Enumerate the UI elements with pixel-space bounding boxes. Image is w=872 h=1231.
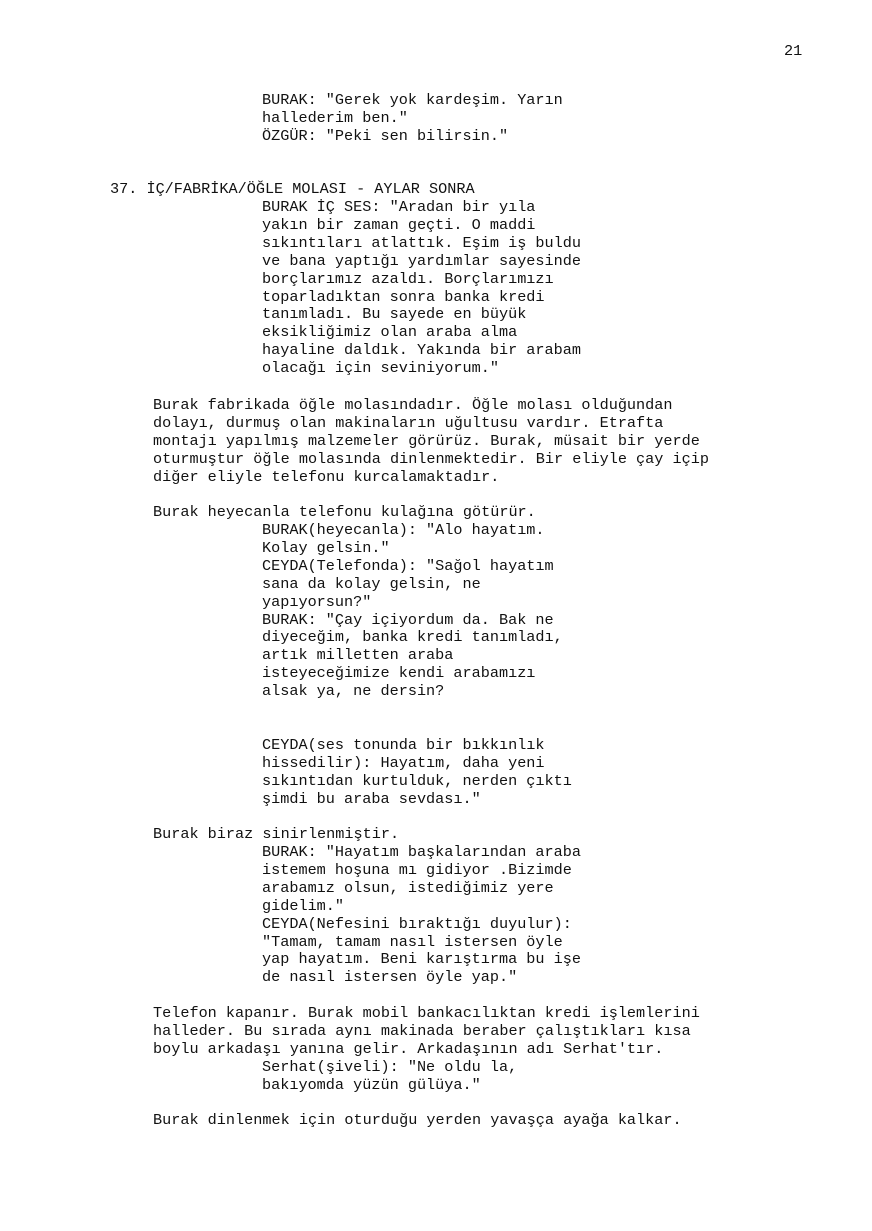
script-line: gidelim." bbox=[262, 896, 345, 915]
script-line: isteyeceğimize kendi arabamızı bbox=[262, 664, 536, 683]
script-line: BURAK(heyecanla): "Alo hayatım. bbox=[262, 521, 545, 539]
script-line: eksikliğimiz olan araba alma bbox=[262, 323, 518, 342]
script-line: "Tamam, tamam nasıl istersen öyle bbox=[262, 932, 563, 951]
script-line: borçlarımız azaldı. Borçlarımızı bbox=[262, 269, 554, 288]
script-line: hallederim ben." bbox=[262, 108, 408, 127]
script-line: dolayı, durmuş olan makinaların uğultusu vardır. Etrafta bbox=[153, 413, 664, 432]
script-line: sana da kolay gelsin, ne bbox=[262, 574, 481, 593]
script-line: ÖZGÜR: "Peki sen bilirsin." bbox=[262, 126, 509, 145]
dialogue-telefon-konusmasi bbox=[262, 522, 563, 701]
dialogue-serhat bbox=[262, 1059, 517, 1095]
page-number: 21 bbox=[784, 42, 803, 60]
script-line: artık milletten araba bbox=[262, 646, 454, 665]
script-line: BURAK: "Çay içiyordum da. Bak ne bbox=[262, 610, 554, 629]
script-line: arabamız olsun, istediğimiz yere bbox=[262, 878, 554, 897]
script-line: bakıyomda yüzün gülüya." bbox=[262, 1075, 481, 1094]
script-line: alsak ya, ne dersin? bbox=[262, 682, 445, 701]
script-line: oturmuştur öğle molasında dinlenmektedir. Bir eliyle çay içip bbox=[153, 449, 709, 468]
dialogue-burak-1 bbox=[262, 92, 563, 146]
script-line: hissedilir): Hayatım, daha yeni bbox=[262, 753, 545, 772]
script-line: Kolay gelsin." bbox=[262, 538, 390, 557]
script-line: ve bana yaptığı yardımlar sayesinde bbox=[262, 251, 581, 270]
script-line: Serhat(şiveli): "Ne oldu la, bbox=[262, 1058, 518, 1076]
script-line: toparladıktan sonra banka kredi bbox=[262, 287, 545, 306]
script-line: yap hayatım. Beni karıştırma bu işe bbox=[262, 950, 581, 969]
dialogue-burak-ceyda bbox=[262, 844, 581, 987]
script-line: şimdi bu araba sevdası." bbox=[262, 789, 481, 808]
script-line: sıkıntıları atlattık. Eşim iş buldu bbox=[262, 233, 581, 252]
script-line: diğer eliyle telefonu kurcalamaktadır. bbox=[153, 467, 500, 486]
action-telefon-kapanir bbox=[153, 1005, 700, 1059]
script-line: BURAK: "Hayatım başkalarından araba bbox=[262, 843, 581, 861]
scene-heading-37 bbox=[110, 181, 475, 199]
script-line: yakın bir zaman geçti. O maddi bbox=[262, 215, 536, 234]
script-line: Burak dinlenmek için oturduğu yerden yavaşça ayağa kalkar. bbox=[153, 1111, 682, 1129]
script-line: BURAK İÇ SES: "Aradan bir yıla bbox=[262, 198, 536, 216]
script-line: Burak fabrikada öğle molasındadır. Öğle molası olduğundan bbox=[153, 396, 673, 414]
script-line: hayaline daldık. Yakında bir arabam bbox=[262, 341, 581, 360]
dialogue-ceyda-bikkinlik bbox=[262, 737, 572, 809]
script-line: halleder. Bu sırada aynı makinada beraber çalıştıkları kısa bbox=[153, 1021, 691, 1040]
script-line: yapıyorsun?" bbox=[262, 592, 372, 611]
script-line: olacağı için seviniyorum." bbox=[262, 359, 499, 378]
script-line: de nasıl istersen öyle yap." bbox=[262, 968, 518, 987]
script-line: diyeceğim, banka kredi tanımladı, bbox=[262, 628, 563, 647]
script-line: sıkıntıdan kurtulduk, nerden çıktı bbox=[262, 771, 572, 790]
script-line: Telefon kapanır. Burak mobil bankacılıktan kredi işlemlerini bbox=[153, 1004, 700, 1022]
action-sinirlenmis bbox=[153, 826, 399, 844]
script-line: boylu arkadaşı yanına gelir. Arkadaşının adı Serhat'tır. bbox=[153, 1039, 664, 1058]
script-line: CEYDA(Nefesini bıraktığı duyulur): bbox=[262, 914, 572, 933]
script-line: 37. İÇ/FABRİKA/ÖĞLE MOLASI - AYLAR SONRA bbox=[110, 180, 475, 198]
script-line: istemem hoşuna mı gidiyor .Bizimde bbox=[262, 860, 572, 879]
script-line: Burak biraz sinirlenmiştir. bbox=[153, 825, 400, 843]
action-telefon bbox=[153, 504, 536, 522]
script-line: tanımladı. Bu sayede en büyük bbox=[262, 305, 527, 324]
action-ayaga-kalkar bbox=[153, 1112, 682, 1130]
script-line: montajı yapılmış malzemeler görürüz. Burak, müsait bir yerde bbox=[153, 431, 700, 450]
script-line: BURAK: "Gerek yok kardeşim. Yarın bbox=[262, 91, 563, 109]
script-line: CEYDA(Telefonda): "Sağol hayatım bbox=[262, 556, 554, 575]
script-line: CEYDA(ses tonunda bir bıkkınlık bbox=[262, 736, 545, 754]
action-fabrika bbox=[153, 397, 709, 487]
script-line: Burak heyecanla telefonu kulağına götürür. bbox=[153, 503, 536, 521]
dialogue-burak-ic-ses bbox=[262, 199, 581, 378]
